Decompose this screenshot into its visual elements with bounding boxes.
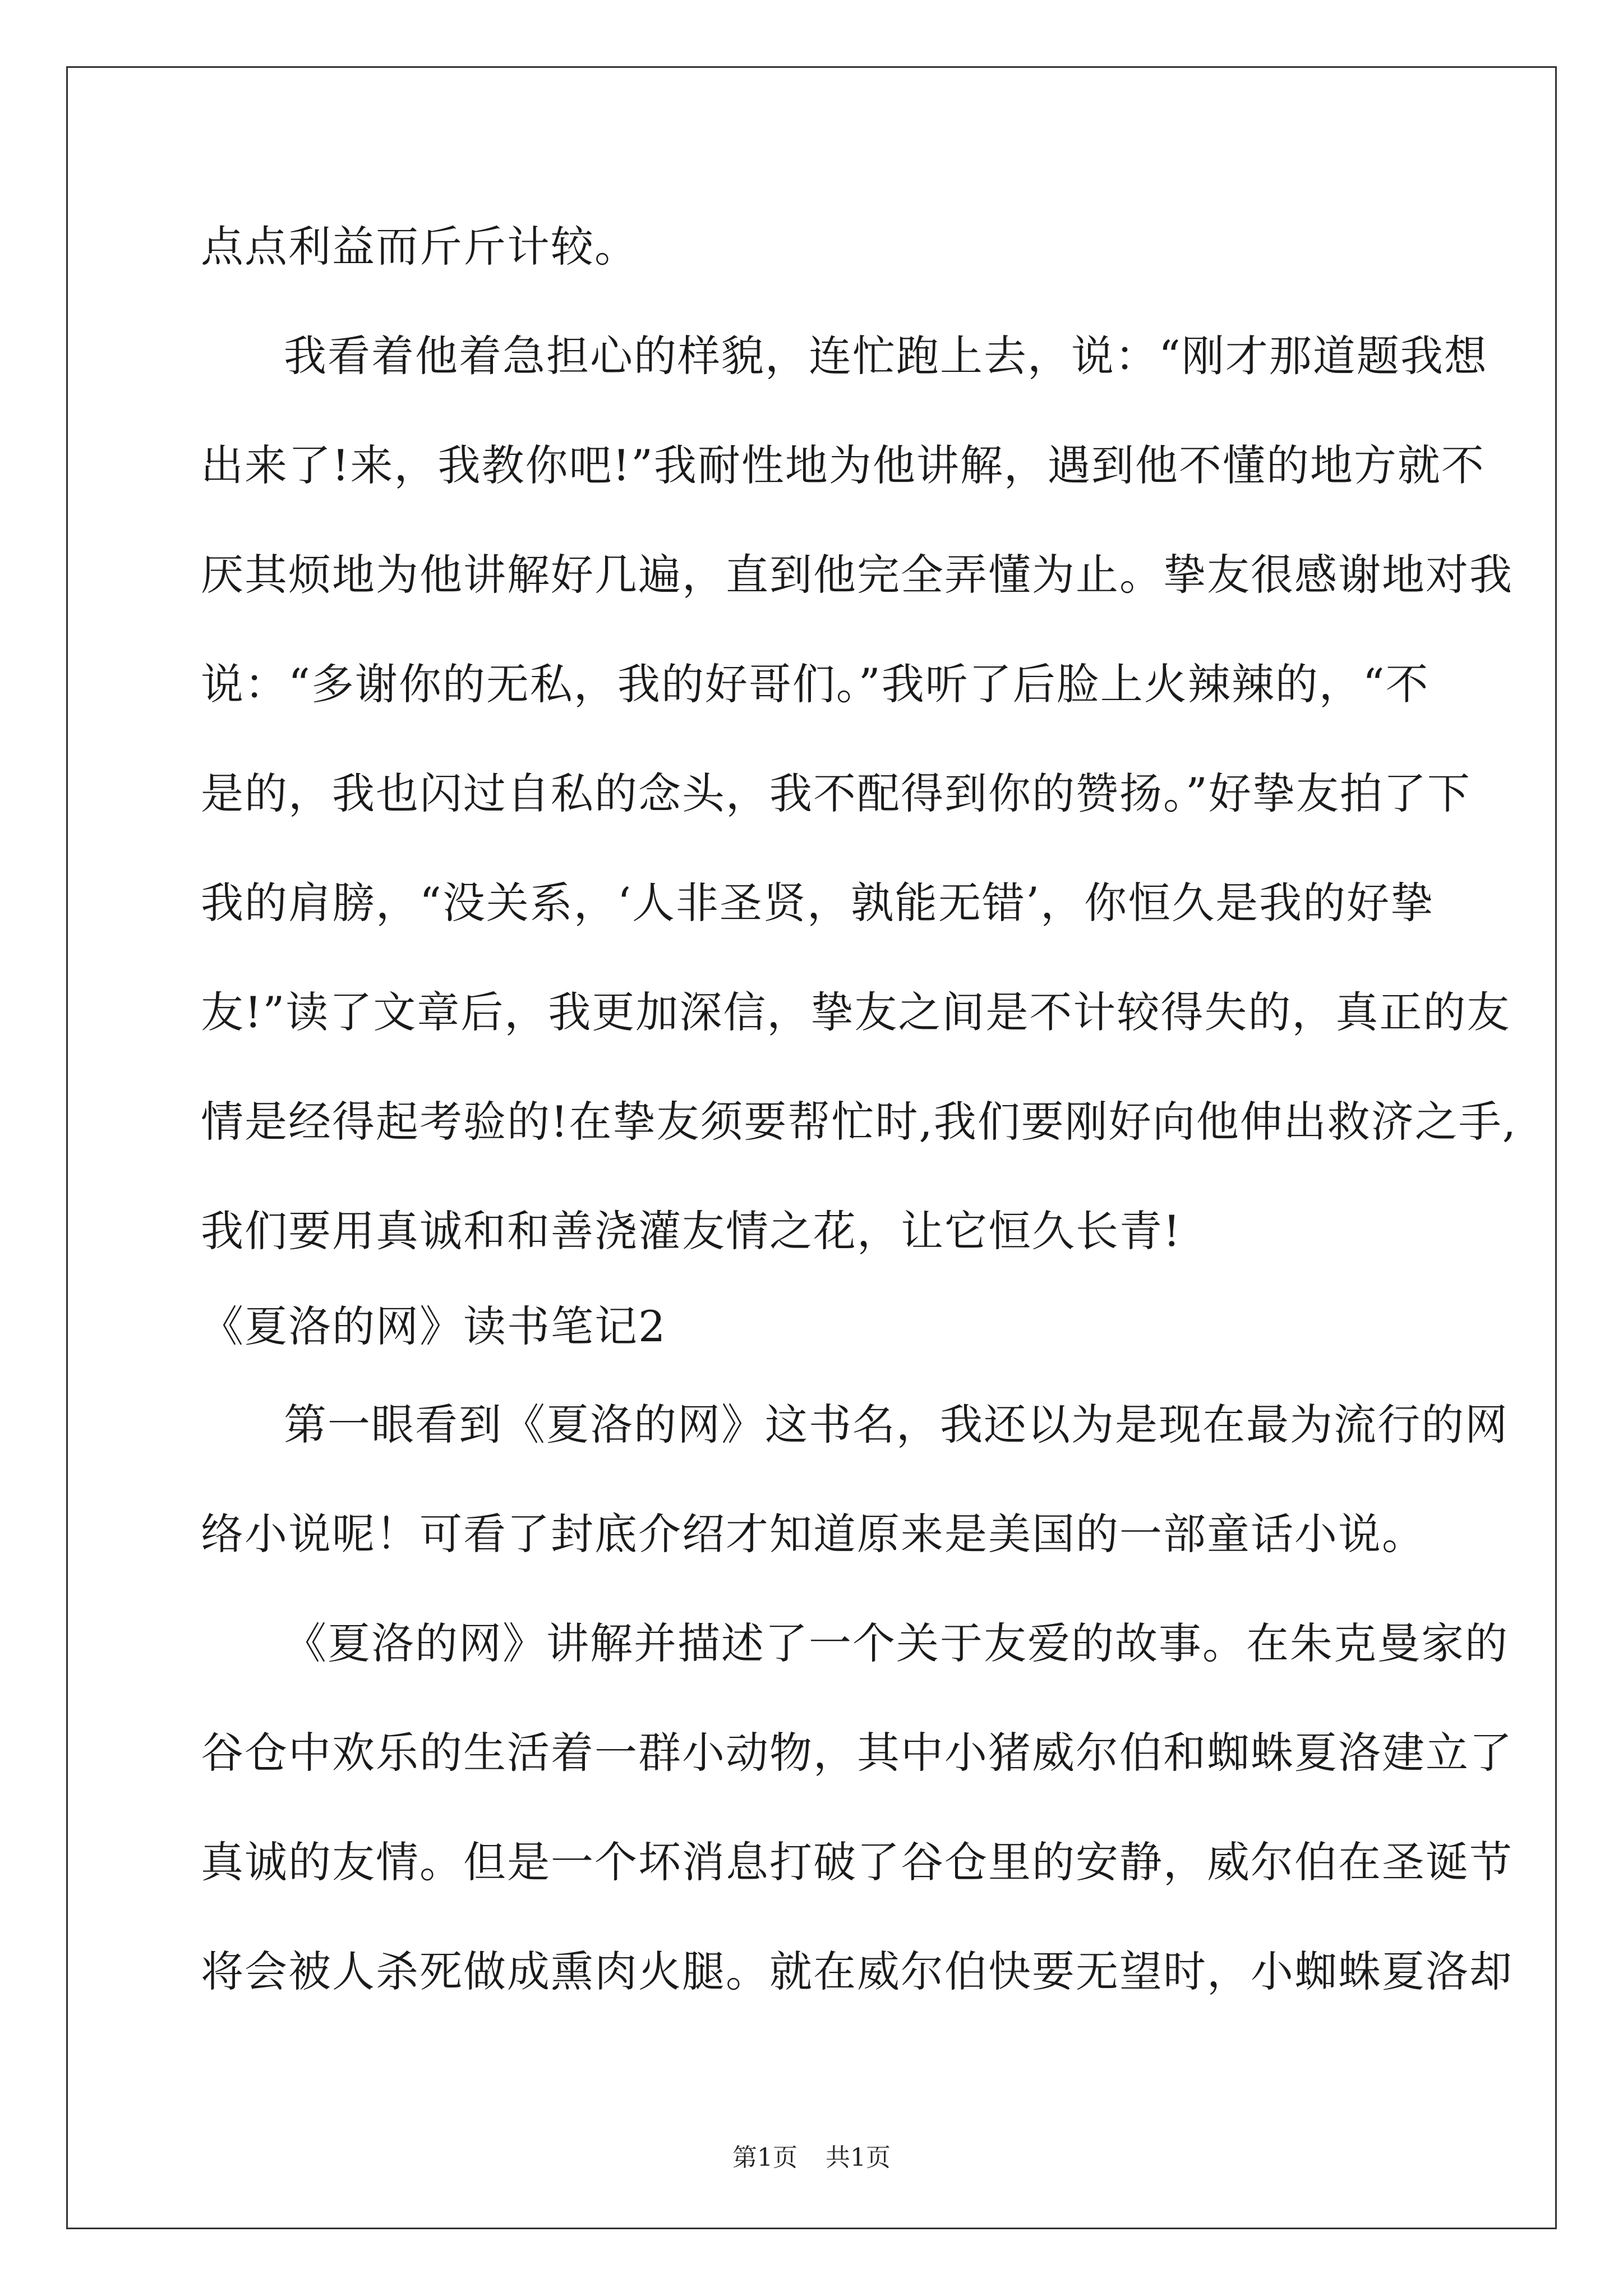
- page-footer: [0, 2137, 1623, 2173]
- text-line: 是的，我也闪过自私的念头，我不配得到你的赞扬。”好挚友拍了下: [201, 769, 1471, 818]
- text-line: 我看着他着急担心的样貌，连忙跑上去，说：“刚才那道题我想: [284, 331, 1488, 381]
- text-line: 络小说呢！可看了封底介绍才知道原来是美国的一部童话小说。: [201, 1509, 1426, 1559]
- text-line: 点点利益而斤斤计较。: [201, 222, 638, 272]
- text-line: 出来了!来，我教你吧!”我耐性地为他讲解，遇到他不懂的地方就不: [201, 440, 1485, 490]
- section-title: 《夏洛的网》读书笔记2: [201, 1301, 667, 1351]
- text-line: 《夏洛的网》讲解并描述了一个关于友爱的故事。在朱克曼家的: [284, 1618, 1509, 1668]
- text-line: 真诚的友情。但是一个坏消息打破了谷仓里的安静，威尔伯在圣诞节: [201, 1837, 1513, 1887]
- text-line: 友!”读了文章后，我更加深信，挚友之间是不计较得失的，真正的友: [201, 987, 1511, 1037]
- text-line: 情是经得起考验的!在挚友须要帮忙时,我们要刚好向他伸出救济之手,: [201, 1097, 1517, 1147]
- text-line: 谷仓中欢乐的生活着一群小动物，其中小猪威尔伯和蜘蛛夏洛建立了: [201, 1728, 1513, 1778]
- text-line: 第一眼看到《夏洛的网》这书名，我还以为是现在最为流行的网: [284, 1400, 1509, 1450]
- text-line: 说：“多谢你的无私，我的好哥们。”我听了后脸上火辣辣的，“不: [201, 659, 1430, 709]
- page-total: 共1页: [826, 2143, 891, 2172]
- text-line: 我的肩膀，“没关系，‘人非圣贤，孰能无错’，你恒久是我的好挚: [201, 878, 1435, 928]
- text-line: 厌其烦地为他讲解好几遍，直到他完全弄懂为止。挚友很感谢地对我: [201, 550, 1513, 600]
- text-line: 将会被人杀死做成熏肉火腿。就在威尔伯快要无望时，小蜘蛛夏洛却: [201, 1947, 1513, 1996]
- text-line: 我们要用真诚和和善浇灌友情之花，让它恒久长青!: [201, 1206, 1182, 1256]
- page-number: 第1页: [732, 2143, 797, 2172]
